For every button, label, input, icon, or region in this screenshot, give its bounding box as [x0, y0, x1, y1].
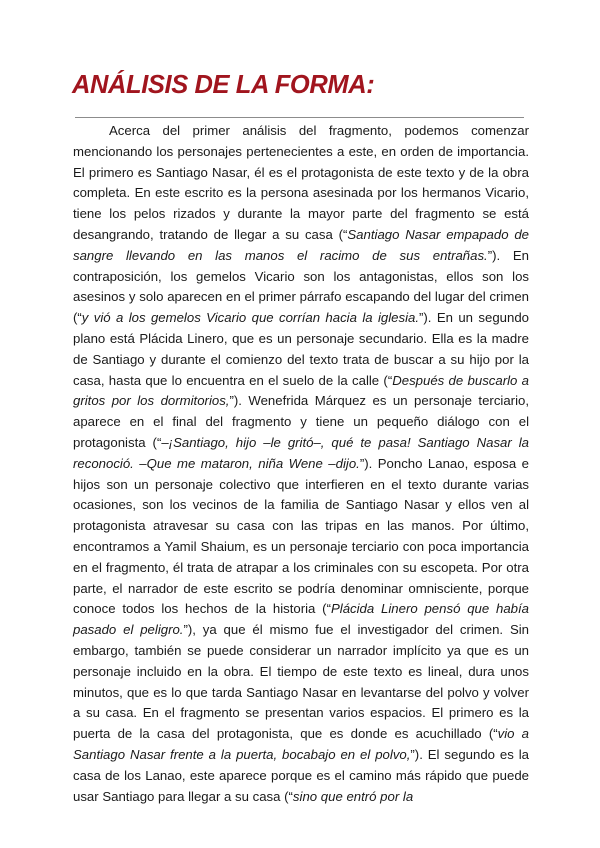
quote-run: Después de buscarlo a gritos por los dormitorios,	[73, 372, 529, 409]
analysis-paragraph	[73, 121, 529, 807]
text-run: ”). El segundo es la casa de los Lanao, este aparece porque es el camino más rápido que puede usar Santiago para llegar a su casa (“	[73, 746, 529, 804]
quote-run: vio a Santiago Nasar frente a la puerta, bocabajo en el polvo,	[73, 726, 530, 762]
text-run: ”). Wenefrida Márquez es un personaje terciario, aparece en el final del fragmento y tiene un pequeño diálogo con el protagonista (“	[73, 393, 529, 450]
text-run: ”). En un segundo plano está Plácida Linero, que es un personaje secundario. Ella es la madre de Santiago y durante el comienzo del texto trata de buscar a su hijo por la casa, hasta que lo encuentra en el suelo de la calle (“	[73, 310, 529, 388]
text-run: ”). En contraposición, los gemelos Vicario son los antagonistas, ellos son los asesinos y solo aparecen en el primer párrafo escapando del lugar del crimen (“	[73, 247, 529, 326]
page-title: ANÁLISIS DE LA FORMA:	[72, 71, 375, 99]
text-run: Acerca del primer análisis del fragmento, podemos comenzar mencionando los personajes pertenecientes a este, en orden de importancia. El primero es Santiago Nasar, él es el protagonista de este texto y de la obra completa. En este escrito es la persona asesinada por los hermanos Vicario, tiene los pelos rizados y durante la mayor parte del fragmento se está desangrando, tratando de llegar a su casa (“	[73, 123, 529, 242]
quote-run: y vió a los gemelos Vicario que corrían hacia la iglesia.	[81, 310, 420, 326]
quote-run: Santiago Nasar empapado de sangre llevando en las manos el racimo de sus entrañas.	[73, 226, 529, 263]
title-divider	[75, 117, 524, 118]
quote-run: Plácida Linero pensó que había pasado el peligro.	[73, 601, 529, 638]
quote-run: –¡Santiago, hijo –le gritó–, qué te pasa! Santiago Nasar la reconoció. –Que me mataron, niña Wene –dijo.	[73, 434, 530, 471]
quote-run: sino que entró por la	[292, 788, 414, 804]
text-run: ”), ya que él mismo fue el investigador del crimen. Sin embargo, también se puede considerar un narrador implícito ya que es un personaje incluido en la obra. El tiempo de este texto es lineal, dura unos minutos, que es lo que tarda Santiago Nasar en levantarse del polvo y volver a su casa. En el fragmento se presentan varios espacios. El primero es la puerta de la casa del protagonista, que es donde es acuchillado (“	[73, 622, 529, 742]
text-run: ”). Poncho Lanao, esposa e hijos son un personaje colectivo que interfieren en el texto durante varias ocasiones, son los vecinos de la familia de Santiago Nasar y ellos ven al protagonista atravesar su casa con las tripas en las manos. Por último, encontramos a Yamil Shaium, es un personaje terciario con poca importancia en el fragmento, él trata de atrapar a los criminales con su escopeta. Por otra parte, el narrador de este escrito se podría denominar omnisciente, porque conoce todos los hechos de la historia (“	[73, 455, 529, 617]
